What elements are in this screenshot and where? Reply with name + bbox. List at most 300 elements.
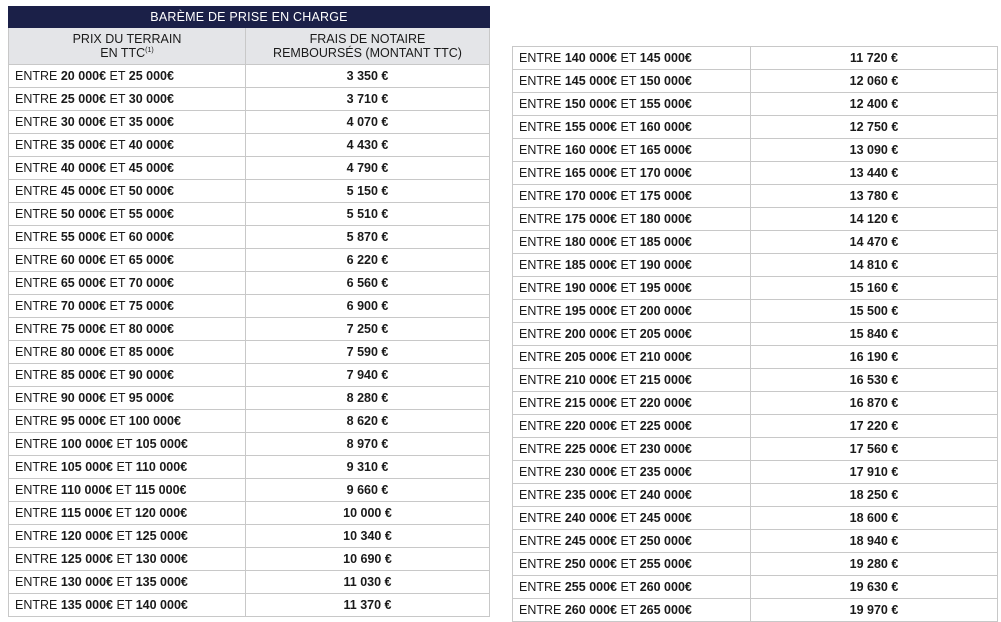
range-conjunction: ET [109, 345, 126, 359]
range-conjunction: ET [109, 230, 126, 244]
range-from: 80 000€ [60, 345, 107, 359]
range-prefix: ENTRE [519, 258, 562, 272]
range-to: 110 000€ [135, 460, 188, 474]
range-to: 25 000€ [128, 69, 174, 83]
range-conjunction: ET [109, 253, 126, 267]
range-to: 35 000€ [128, 115, 174, 129]
table-row [513, 530, 998, 553]
price-range-cell [9, 479, 246, 502]
reimbursed-amount: 5 150 € [246, 180, 490, 203]
range-prefix: ENTRE [15, 391, 58, 405]
range-from: 70 000€ [60, 299, 107, 313]
table-row [9, 88, 490, 111]
range-prefix: ENTRE [15, 115, 58, 129]
range-prefix: ENTRE [15, 414, 58, 428]
range-prefix: ENTRE [519, 419, 562, 433]
range-conjunction: ET [620, 51, 637, 65]
table-row [513, 162, 998, 185]
range-from: 125 000€ [60, 552, 113, 566]
range-from: 170 000€ [564, 189, 617, 203]
range-from: 130 000€ [60, 575, 113, 589]
range-to: 95 000€ [128, 391, 174, 405]
range-prefix: ENTRE [519, 442, 562, 456]
table-row [9, 134, 490, 157]
price-range-cell [9, 203, 246, 226]
range-from: 85 000€ [60, 368, 107, 382]
price-range-cell [9, 249, 246, 272]
reimbursed-amount: 13 090 € [751, 139, 998, 162]
reimbursed-amount: 13 780 € [751, 185, 998, 208]
reimbursed-amount: 9 310 € [246, 456, 490, 479]
table-row [513, 484, 998, 507]
range-from: 25 000€ [60, 92, 107, 106]
price-range-cell [9, 387, 246, 410]
range-to: 65 000€ [128, 253, 174, 267]
range-prefix: ENTRE [15, 483, 58, 497]
range-from: 230 000€ [564, 465, 617, 479]
table-row [513, 415, 998, 438]
range-prefix: ENTRE [15, 598, 58, 612]
range-prefix: ENTRE [15, 322, 58, 336]
price-range-cell [9, 180, 246, 203]
range-to: 195 000€ [639, 281, 692, 295]
range-from: 105 000€ [60, 460, 113, 474]
range-from: 180 000€ [564, 235, 617, 249]
range-from: 55 000€ [60, 230, 107, 244]
table-row [513, 576, 998, 599]
range-prefix: ENTRE [519, 51, 562, 65]
range-prefix: ENTRE [15, 368, 58, 382]
range-prefix: ENTRE [519, 143, 562, 157]
header-line: REMBOURSÉS (MONTANT TTC) [273, 46, 462, 60]
range-from: 160 000€ [564, 143, 617, 157]
range-prefix: ENTRE [519, 281, 562, 295]
price-range-cell [9, 594, 246, 617]
table-row [9, 571, 490, 594]
reimbursed-amount: 17 560 € [751, 438, 998, 461]
range-to: 60 000€ [128, 230, 174, 244]
table-row [9, 502, 490, 525]
range-from: 260 000€ [564, 603, 617, 617]
reimbursed-amount: 7 590 € [246, 341, 490, 364]
column-header-land-price [9, 28, 246, 65]
range-conjunction: ET [109, 69, 126, 83]
reimbursed-amount: 14 470 € [751, 231, 998, 254]
price-range-cell [513, 254, 751, 277]
range-prefix: ENTRE [15, 69, 58, 83]
range-from: 210 000€ [564, 373, 617, 387]
price-range-cell [9, 571, 246, 594]
price-range-cell [513, 530, 751, 553]
table-row [9, 203, 490, 226]
reimbursed-amount: 11 720 € [751, 47, 998, 70]
price-range-cell [9, 364, 246, 387]
range-from: 140 000€ [564, 51, 617, 65]
range-prefix: ENTRE [15, 460, 58, 474]
range-from: 35 000€ [60, 138, 107, 152]
price-range-cell [9, 410, 246, 433]
range-conjunction: ET [116, 575, 133, 589]
reimbursed-amount: 17 910 € [751, 461, 998, 484]
range-to: 180 000€ [639, 212, 692, 226]
range-to: 260 000€ [639, 580, 692, 594]
footnote-marker: (1) [145, 46, 154, 54]
range-conjunction: ET [620, 304, 637, 318]
reimbursed-amount: 16 870 € [751, 392, 998, 415]
reimbursed-amount: 5 510 € [246, 203, 490, 226]
range-from: 45 000€ [60, 184, 107, 198]
range-from: 95 000€ [60, 414, 107, 428]
table-row [513, 323, 998, 346]
table-row [513, 231, 998, 254]
table-row [513, 369, 998, 392]
price-range-cell [9, 456, 246, 479]
table-row [9, 433, 490, 456]
range-prefix: ENTRE [519, 166, 562, 180]
price-range-cell [513, 93, 751, 116]
range-conjunction: ET [620, 419, 637, 433]
range-from: 250 000€ [564, 557, 617, 571]
range-to: 100 000€ [128, 414, 181, 428]
range-from: 155 000€ [564, 120, 617, 134]
range-conjunction: ET [109, 161, 126, 175]
table-row [513, 553, 998, 576]
range-prefix: ENTRE [519, 304, 562, 318]
range-from: 75 000€ [60, 322, 107, 336]
reimbursed-amount: 4 790 € [246, 157, 490, 180]
range-prefix: ENTRE [519, 212, 562, 226]
range-to: 200 000€ [639, 304, 692, 318]
reimbursed-amount: 16 530 € [751, 369, 998, 392]
price-range-cell [513, 300, 751, 323]
price-range-cell [9, 295, 246, 318]
range-to: 155 000€ [639, 97, 692, 111]
range-conjunction: ET [620, 74, 637, 88]
range-to: 215 000€ [639, 373, 692, 387]
range-to: 145 000€ [639, 51, 692, 65]
range-prefix: ENTRE [15, 253, 58, 267]
table-row [513, 139, 998, 162]
right-table-body [513, 47, 998, 622]
table-row [513, 507, 998, 530]
price-range-cell [513, 553, 751, 576]
price-range-cell [513, 185, 751, 208]
reimbursed-amount: 14 120 € [751, 208, 998, 231]
reimbursed-amount: 19 970 € [751, 599, 998, 622]
range-prefix: ENTRE [15, 437, 58, 451]
reimbursed-amount: 3 350 € [246, 65, 490, 88]
range-prefix: ENTRE [15, 299, 58, 313]
price-range-cell [513, 277, 751, 300]
price-range-cell [9, 134, 246, 157]
reimbursed-amount: 13 440 € [751, 162, 998, 185]
price-range-cell [513, 208, 751, 231]
range-to: 225 000€ [639, 419, 692, 433]
price-range-cell [513, 231, 751, 254]
table-row [9, 226, 490, 249]
range-conjunction: ET [109, 299, 126, 313]
table-row [9, 387, 490, 410]
range-to: 55 000€ [128, 207, 174, 221]
range-to: 115 000€ [135, 483, 187, 497]
price-range-cell [513, 139, 751, 162]
range-from: 255 000€ [564, 580, 617, 594]
table-row [9, 111, 490, 134]
range-from: 40 000€ [60, 161, 107, 175]
table-row [9, 479, 490, 502]
price-range-cell [513, 323, 751, 346]
range-conjunction: ET [116, 598, 133, 612]
reimbursed-amount: 16 190 € [751, 346, 998, 369]
range-prefix: ENTRE [519, 235, 562, 249]
range-conjunction: ET [620, 557, 637, 571]
scale-table-left [8, 6, 490, 617]
range-from: 240 000€ [564, 511, 617, 525]
reimbursed-amount: 14 810 € [751, 254, 998, 277]
reimbursed-amount: 18 600 € [751, 507, 998, 530]
range-prefix: ENTRE [15, 230, 58, 244]
table-row [513, 116, 998, 139]
table-row [9, 318, 490, 341]
reimbursed-amount: 7 940 € [246, 364, 490, 387]
reimbursed-amount: 8 280 € [246, 387, 490, 410]
range-to: 70 000€ [128, 276, 174, 290]
range-prefix: ENTRE [519, 189, 562, 203]
reimbursed-amount: 3 710 € [246, 88, 490, 111]
header-line: EN TTC [100, 46, 146, 60]
range-prefix: ENTRE [519, 350, 562, 364]
price-range-cell [513, 70, 751, 93]
reimbursed-amount: 5 870 € [246, 226, 490, 249]
range-conjunction: ET [620, 580, 637, 594]
price-range-cell [513, 507, 751, 530]
header-line: PRIX DU TERRAIN [72, 32, 182, 46]
left-table-body [9, 65, 490, 617]
range-to: 220 000€ [639, 396, 692, 410]
table-row [9, 341, 490, 364]
range-from: 220 000€ [564, 419, 617, 433]
range-from: 120 000€ [60, 529, 113, 543]
range-from: 205 000€ [564, 350, 617, 364]
range-conjunction: ET [620, 258, 637, 272]
range-conjunction: ET [115, 506, 132, 520]
range-to: 190 000€ [639, 258, 692, 272]
table-row [9, 456, 490, 479]
range-to: 125 000€ [135, 529, 188, 543]
reimbursed-amount: 8 620 € [246, 410, 490, 433]
price-range-cell [9, 502, 246, 525]
range-from: 20 000€ [60, 69, 107, 83]
column-header-notary-fees [246, 28, 490, 65]
range-prefix: ENTRE [15, 207, 58, 221]
table-row [9, 364, 490, 387]
range-to: 185 000€ [639, 235, 692, 249]
range-prefix: ENTRE [15, 138, 58, 152]
range-conjunction: ET [620, 511, 637, 525]
price-range-cell [513, 415, 751, 438]
range-from: 245 000€ [564, 534, 617, 548]
table-row [513, 70, 998, 93]
range-to: 40 000€ [128, 138, 174, 152]
header-line: FRAIS DE NOTAIRE [309, 32, 426, 46]
price-range-cell [9, 272, 246, 295]
range-conjunction: ET [620, 97, 637, 111]
table-row [513, 461, 998, 484]
table-row [9, 157, 490, 180]
reimbursed-amount: 11 370 € [246, 594, 490, 617]
price-range-cell [513, 47, 751, 70]
range-conjunction: ET [109, 391, 126, 405]
range-from: 100 000€ [60, 437, 113, 451]
price-range-cell [513, 116, 751, 139]
range-conjunction: ET [620, 442, 637, 456]
range-prefix: ENTRE [519, 534, 562, 548]
range-prefix: ENTRE [15, 529, 58, 543]
price-range-cell [513, 369, 751, 392]
reimbursed-amount: 6 220 € [246, 249, 490, 272]
range-conjunction: ET [109, 276, 126, 290]
table-row [9, 525, 490, 548]
range-to: 175 000€ [639, 189, 692, 203]
table-row [513, 93, 998, 116]
range-conjunction: ET [109, 115, 126, 129]
range-from: 200 000€ [564, 327, 617, 341]
reimbursed-amount: 19 280 € [751, 553, 998, 576]
reimbursed-amount: 10 340 € [246, 525, 490, 548]
range-to: 150 000€ [639, 74, 692, 88]
price-range-cell [9, 525, 246, 548]
range-conjunction: ET [620, 189, 637, 203]
range-to: 130 000€ [135, 552, 188, 566]
table-row [9, 272, 490, 295]
price-range-cell [9, 157, 246, 180]
range-from: 115 000€ [60, 506, 113, 520]
range-conjunction: ET [620, 212, 637, 226]
range-conjunction: ET [620, 235, 637, 249]
range-conjunction: ET [620, 396, 637, 410]
range-to: 240 000€ [639, 488, 692, 502]
range-prefix: ENTRE [15, 345, 58, 359]
reimbursed-amount: 12 750 € [751, 116, 998, 139]
range-prefix: ENTRE [519, 603, 562, 617]
range-from: 150 000€ [564, 97, 617, 111]
range-from: 30 000€ [60, 115, 107, 129]
reimbursed-amount: 10 000 € [246, 502, 490, 525]
range-conjunction: ET [116, 460, 133, 474]
range-conjunction: ET [109, 322, 126, 336]
range-conjunction: ET [115, 483, 132, 497]
reimbursed-amount: 11 030 € [246, 571, 490, 594]
range-prefix: ENTRE [519, 511, 562, 525]
range-from: 235 000€ [564, 488, 617, 502]
table-row [9, 65, 490, 88]
range-conjunction: ET [620, 603, 637, 617]
range-from: 145 000€ [564, 74, 617, 88]
reimbursed-amount: 6 900 € [246, 295, 490, 318]
range-from: 60 000€ [60, 253, 107, 267]
reimbursed-amount: 10 690 € [246, 548, 490, 571]
range-to: 250 000€ [639, 534, 692, 548]
range-conjunction: ET [116, 529, 133, 543]
price-range-cell [9, 226, 246, 249]
table-row [513, 47, 998, 70]
range-conjunction: ET [116, 437, 133, 451]
table-row [513, 208, 998, 231]
reimbursed-amount: 18 940 € [751, 530, 998, 553]
range-prefix: ENTRE [15, 276, 58, 290]
reimbursed-amount: 15 500 € [751, 300, 998, 323]
table-row [9, 180, 490, 203]
range-from: 190 000€ [564, 281, 617, 295]
reimbursed-amount: 4 070 € [246, 111, 490, 134]
range-conjunction: ET [620, 534, 637, 548]
range-prefix: ENTRE [519, 74, 562, 88]
range-to: 255 000€ [639, 557, 692, 571]
range-prefix: ENTRE [15, 184, 58, 198]
price-range-cell [9, 318, 246, 341]
range-conjunction: ET [620, 350, 637, 364]
range-to: 230 000€ [639, 442, 692, 456]
table-row [513, 346, 998, 369]
range-to: 235 000€ [639, 465, 692, 479]
range-prefix: ENTRE [15, 161, 58, 175]
range-to: 80 000€ [128, 322, 174, 336]
range-to: 85 000€ [128, 345, 174, 359]
range-prefix: ENTRE [519, 580, 562, 594]
price-range-cell [9, 433, 246, 456]
range-to: 165 000€ [639, 143, 692, 157]
range-prefix: ENTRE [519, 557, 562, 571]
reimbursed-amount: 18 250 € [751, 484, 998, 507]
table-row [513, 599, 998, 622]
price-range-cell [9, 111, 246, 134]
range-prefix: ENTRE [519, 373, 562, 387]
range-conjunction: ET [109, 138, 126, 152]
range-conjunction: ET [620, 327, 637, 341]
range-conjunction: ET [620, 488, 637, 502]
range-to: 210 000€ [639, 350, 692, 364]
range-conjunction: ET [109, 92, 126, 106]
price-range-cell [513, 484, 751, 507]
range-to: 105 000€ [135, 437, 188, 451]
range-prefix: ENTRE [519, 488, 562, 502]
range-to: 265 000€ [639, 603, 692, 617]
scale-table-right [512, 46, 998, 622]
price-range-cell [9, 65, 246, 88]
range-to: 140 000€ [135, 598, 188, 612]
range-from: 165 000€ [564, 166, 617, 180]
range-prefix: ENTRE [15, 552, 58, 566]
reimbursed-amount: 12 400 € [751, 93, 998, 116]
range-to: 205 000€ [639, 327, 692, 341]
reimbursed-amount: 4 430 € [246, 134, 490, 157]
table-row [513, 277, 998, 300]
table-row [9, 249, 490, 272]
range-conjunction: ET [620, 143, 637, 157]
price-range-cell [513, 599, 751, 622]
range-conjunction: ET [109, 207, 126, 221]
price-range-cell [513, 461, 751, 484]
reimbursed-amount: 19 630 € [751, 576, 998, 599]
range-conjunction: ET [620, 465, 637, 479]
range-prefix: ENTRE [519, 97, 562, 111]
price-range-cell [513, 346, 751, 369]
range-to: 90 000€ [128, 368, 174, 382]
range-conjunction: ET [109, 368, 126, 382]
range-to: 30 000€ [128, 92, 174, 106]
reimbursed-amount: 15 840 € [751, 323, 998, 346]
reimbursed-amount: 12 060 € [751, 70, 998, 93]
